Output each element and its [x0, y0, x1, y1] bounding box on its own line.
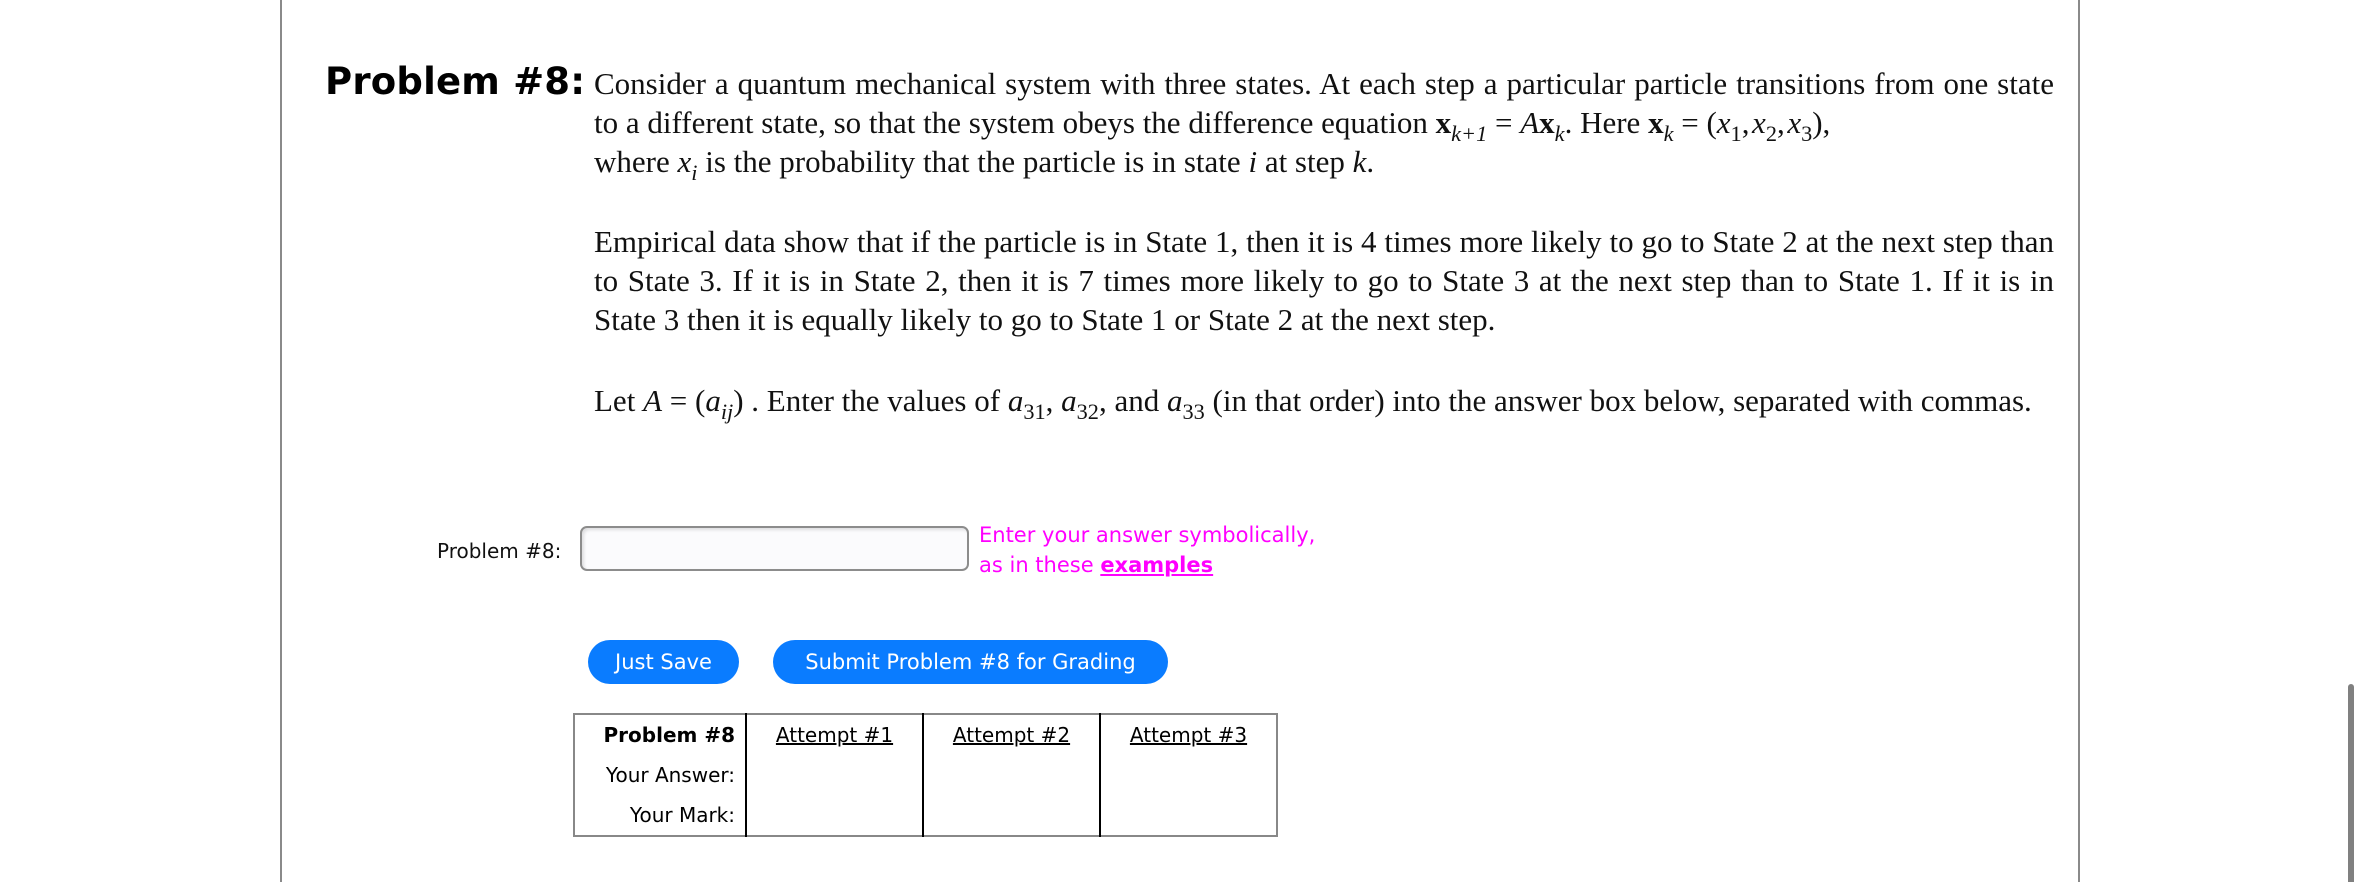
attempt-2-mark	[923, 795, 1100, 836]
attempt-2-header[interactable]	[923, 714, 1100, 755]
attempt-1-answer	[746, 755, 923, 795]
problem-paragraph-1: Consider a quantum mechanical system with three states. At each step a particular particle transitions from one state to a different state, so that the system obeys the difference equation $x_{k+1} = Ax_k$. Here $x_k = (x_1$, $x_2$, $x_3$), where $x_i$ is the probability that the particle is in state i at step k.	[594, 66, 2054, 185]
answer-hint	[979, 520, 1315, 580]
attempt-3-mark	[1100, 795, 1277, 836]
answer-input[interactable]	[580, 526, 969, 571]
problem-heading: Problem #8:	[325, 60, 586, 103]
hint-line-2: as in these	[979, 553, 1101, 577]
attempt-2-answer	[923, 755, 1100, 795]
table-row	[574, 755, 1277, 795]
problem-paragraph-2: Empirical data show that if the particle is in State 1, then it is 4 times more likely to go to State 2 at the next step than to State 3. If it is in State 2, then it is 7 times more likely to go to State 3 at the next step than to State 1. If it is in State 3 then it is equally likely to go to State 1 or State 2 at the next step.	[594, 224, 2054, 337]
table-row	[574, 795, 1277, 836]
attempt-3-link[interactable]: Attempt #3	[1129, 723, 1248, 747]
vertical-scrollbar-thumb[interactable]	[2348, 684, 2354, 882]
attempt-3-header[interactable]	[1100, 714, 1277, 755]
attempts-table	[573, 713, 1278, 837]
attempt-2-link[interactable]: Attempt #2	[952, 723, 1071, 747]
your-mark-label: Your Mark:	[574, 795, 746, 836]
table-header-row	[574, 714, 1277, 755]
table-title: Problem #8	[574, 714, 746, 755]
attempt-3-answer	[1100, 755, 1277, 795]
submit-for-grading-button[interactable]: Submit Problem #8 for Grading	[773, 640, 1168, 684]
just-save-button[interactable]: Just Save	[588, 640, 739, 684]
attempt-1-mark	[746, 795, 923, 836]
your-answer-label: Your Answer:	[574, 755, 746, 795]
answer-label: Problem #8:	[437, 539, 562, 563]
problem-paragraph-3: Let $A = (a_{ij})$ . Enter the values of $a_{31}$, $a_{32}$, and $a_{33}$ (in that order) into the answer box below, separated with commas.	[594, 383, 2032, 424]
hint-line-1: Enter your answer symbolically,	[979, 523, 1316, 547]
attempt-1-header[interactable]	[746, 714, 923, 755]
attempt-1-link[interactable]: Attempt #1	[775, 723, 894, 747]
examples-link[interactable]: examples	[1100, 553, 1214, 577]
problem-statement	[594, 64, 2054, 462]
